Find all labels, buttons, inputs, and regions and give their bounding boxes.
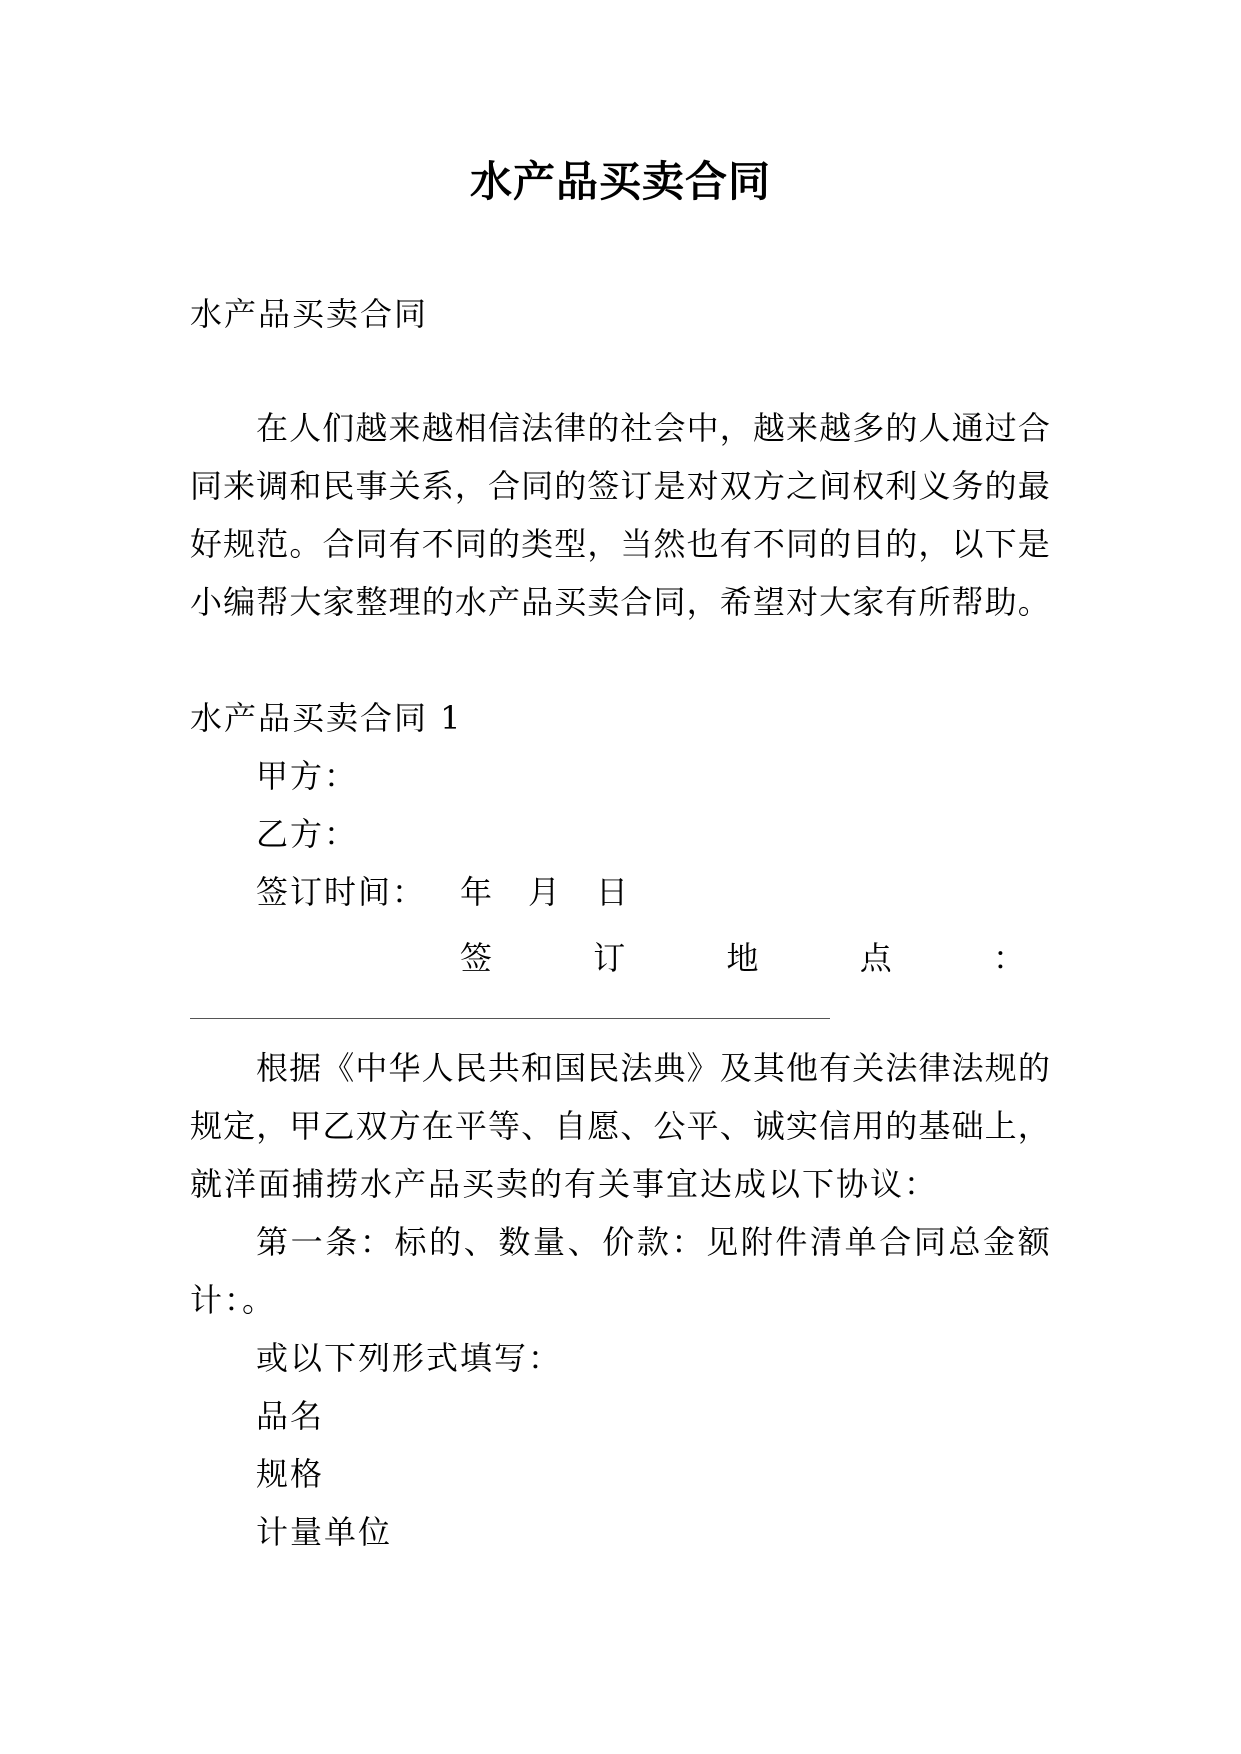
intro-line-4: 小 编 帮 大 家 整 理 的 水 产 品 买 卖 合 同 ， 希 望 对 大 家 有 所 帮 助 。: [190, 583, 1050, 621]
fill-form-instruction: 或以下列形式填写：: [256, 1339, 563, 1377]
basis-line-1: 根 据 《 中 华 人 民 共 和 国 民 法 典 》 及 其 他 有 关 法 律 法 规 的: [256, 1049, 1050, 1087]
intro-line-2: 同 来 调 和 民 事 关 系 ， 合 同 的 签 订 是 对 双 方 之 间 权 利 义 务 的 最: [190, 467, 1050, 505]
party-a-label: 甲方：: [256, 757, 359, 795]
sign-place-char: 签: [460, 939, 493, 977]
date-month: 月: [528, 873, 563, 911]
sign-place-blank-line: [190, 1018, 830, 1019]
document-title: 水产品买卖合同: [469, 157, 771, 206]
field-specification: 规格: [256, 1455, 325, 1493]
sign-time-label: 签订时间：: [256, 873, 427, 911]
sign-place-char: ：: [992, 939, 1025, 977]
basis-line-3: 就洋面捕捞水产品买卖的有关事宜达成以下协议：: [190, 1165, 939, 1203]
intro-line-3: 好 规 范 。 合 同 有 不 同 的 类 型 ， 当 然 也 有 不 同 的 目 的 ， 以 下 是: [190, 525, 1050, 563]
sign-place-char: 订: [593, 939, 626, 977]
date-year: 年: [460, 873, 495, 911]
sign-place-char: 点: [859, 939, 892, 977]
sign-time-row: [256, 870, 630, 914]
date-day: 日: [596, 873, 631, 911]
basis-line-2: 规 定 ， 甲 乙 双 方 在 平 等 、 自 愿 、 公 平 、 诚 实 信 用 的 基 础 上 ，: [190, 1107, 1050, 1145]
field-unit: 计量单位: [256, 1513, 393, 1551]
sign-place-row: [460, 936, 1025, 980]
field-product-name: 品名: [256, 1397, 325, 1435]
contract-heading: 水产品买卖合同 1: [190, 699, 463, 737]
document-subtitle: 水产品买卖合同: [190, 295, 429, 333]
article1-line-1: 第 一 条 ： 标 的 、 数 量 、 价 款 ： 见 附 件 清 单 合 同 总 金 额: [256, 1223, 1050, 1261]
article1-line-2: 计：。: [190, 1281, 277, 1319]
party-b-label: 乙方：: [256, 815, 359, 853]
intro-line-1: 在 人 们 越 来 越 相 信 法 律 的 社 会 中 ， 越 来 越 多 的 人 通 过 合: [256, 409, 1050, 447]
sign-place-char: 地: [726, 939, 759, 977]
